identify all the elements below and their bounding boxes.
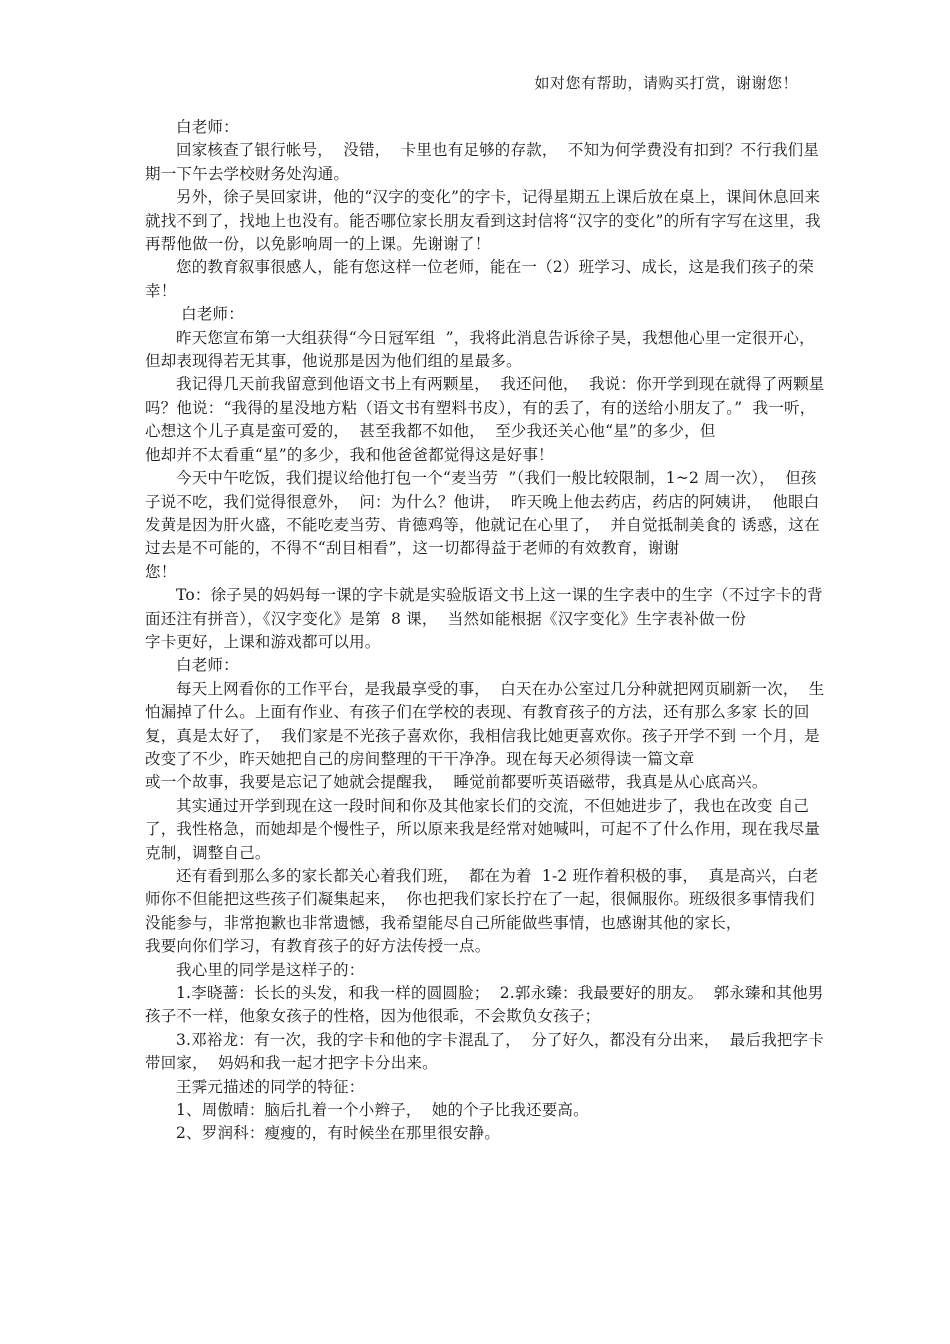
document-body xyxy=(145,116,825,1146)
paragraph: 或一个故事，我要是忘记了她就会提醒我， 睡觉前都要听英语磁带，我真是从心底高兴。 xyxy=(145,773,768,792)
paragraph: 昨天您宣布第一大组获得“今日冠军组 ”，我将此消息告诉徐子昊，我想他心里一定很开心，但却表现得若无其事，他说那是因为他们组的星最多。 xyxy=(145,328,815,371)
paragraph: 他却并不太看重“星”的多少，我和他爸爸都觉得这是好事！ xyxy=(145,445,554,464)
paragraph: 2、罗润科：瘦瘦的，有时候坐在那里很安静。 xyxy=(176,1124,501,1143)
paragraph: 您的教育叙事很感人，能有您这样一位老师，能在一（2）班学习、成长，这是我们孩子的荣幸！ xyxy=(145,258,815,300)
paragraph: 每天上网看你的工作平台，是我最享受的事， 白天在办公室过几分种就把网页刷新一次， 生怕漏掉了什么。上面有作业、有孩子们在学校的表现、有教育孩子的方法，还有那么多家 长的回复，真是太好了， 我们家是不光孩子喜欢你，我相信我比她更喜欢你。孩子开学不到 一个月，是改变了不少，昨天她把自己的房间整理的干干净净。现在每天必须得读一篇文章 xyxy=(145,679,825,768)
paragraph: 今天中午吃饭，我们提议给他打包一个“麦当劳 ”（我们一般比较限制，1~2 周一次）， 但孩子说不吃，我们觉得很意外， 问：为什么？他讲， 昨天晚上他去药店，药店的阿姨讲， 他眼白发黄是因为肝火盛，不能吃麦当劳、肯德鸡等，他就记在心里了， 并自觉抵制美食的 诱惑，这在过去是不可能的，不得不“刮目相看”，这一切都得益于老师的有效教育，谢谢 xyxy=(145,469,820,558)
paragraph: 另外，徐子昊回家讲，他的“汉字的变化”的字卡，记得星期五上课后放在桌上，课间休息回来就找不到了，找地上也没有。能否哪位家长朋友看到这封信将“汉字的变化”的所有字写在这里，我再帮他做一份，以免影响周一的上课。先谢谢了！ xyxy=(145,188,821,254)
paragraph: 1、周傲晴：脑后扎着一个小辫子， 她的个子比我还要高。 xyxy=(176,1101,589,1120)
paragraph: 我记得几天前我留意到他语文书上有两颗星， 我还问他， 我说：你开学到现在就得了两颗星吗？他说：“我得的星没地方粘（语文书有塑料书皮），有的丢了，有的送给小朋友了。” 我一听，心想这个儿子真是蛮可爱的， 甚至我都不如他， 至少我还关心他“星”的多少，但 xyxy=(145,375,825,441)
page-header-note: 如对您有帮助，请购买打赏，谢谢您！ xyxy=(534,74,798,92)
paragraph: To：徐子昊的妈妈每一课的字卡就是实验版语文书上这一课的生字表中的生字（不过字卡的背面还注有拼音），《汉字变化》是第 8 课， 当然如能根据《汉字变化》生字表补做一份 xyxy=(145,586,823,628)
paragraph: 1.李晓蔷：长长的头发，和我一样的圆圆脸； 2.郭永臻：我最要好的朋友。 郭永臻和其他男孩子不一样，他象女孩子的性格，因为他很乖，不会欺负女孩子； xyxy=(145,984,824,1026)
paragraph: 白老师： xyxy=(176,118,239,136)
paragraph: 还有看到那么多的家长都关心着我们班， 都在为着 1-2 班作着积极的事， 真是高兴，白老师你不但能把这些孩子们凝集起来， 你也把我们家长拧在了一起，很佩服你。班级很多事情我们没能参与，非常抱歉也非常遗憾，我希望能尽自己所能做些事情，也感谢其他的家长， xyxy=(145,867,819,932)
paragraph: 白老师： xyxy=(176,656,239,675)
paragraph: 您！ xyxy=(145,562,177,581)
paragraph: 3.邓裕龙：有一次，我的字卡和他的字卡混乱了， 分了好久，都没有分出来， 最后我把字卡带回家， 妈妈和我一起才把字卡分出来。 xyxy=(145,1030,824,1073)
paragraph: 白老师： xyxy=(176,305,244,324)
paragraph: 其实通过开学到现在这一段时间和你及其他家长们的交流，不但她进步了，我也在改变 自己了，我性格急，而她却是个慢性子，所以原来我是经常对她喊叫，可起不了什么作用，现在我尽量克制，调整自己。 xyxy=(145,796,821,862)
paragraph: 我要向你们学习，有教育孩子的好方法传授一点。 xyxy=(145,937,491,956)
paragraph: 我心里的同学是这样子的： xyxy=(176,960,365,979)
paragraph: 字卡更好，上课和游戏都可以用。 xyxy=(145,632,381,651)
paragraph: 回家核查了银行帐号， 没错， 卡里也有足够的存款， 不知为何学费没有扣到？不行我们星期一下午去学校财务处沟通。 xyxy=(145,141,820,183)
paragraph: 王霁元描述的同学的特征： xyxy=(176,1077,365,1096)
